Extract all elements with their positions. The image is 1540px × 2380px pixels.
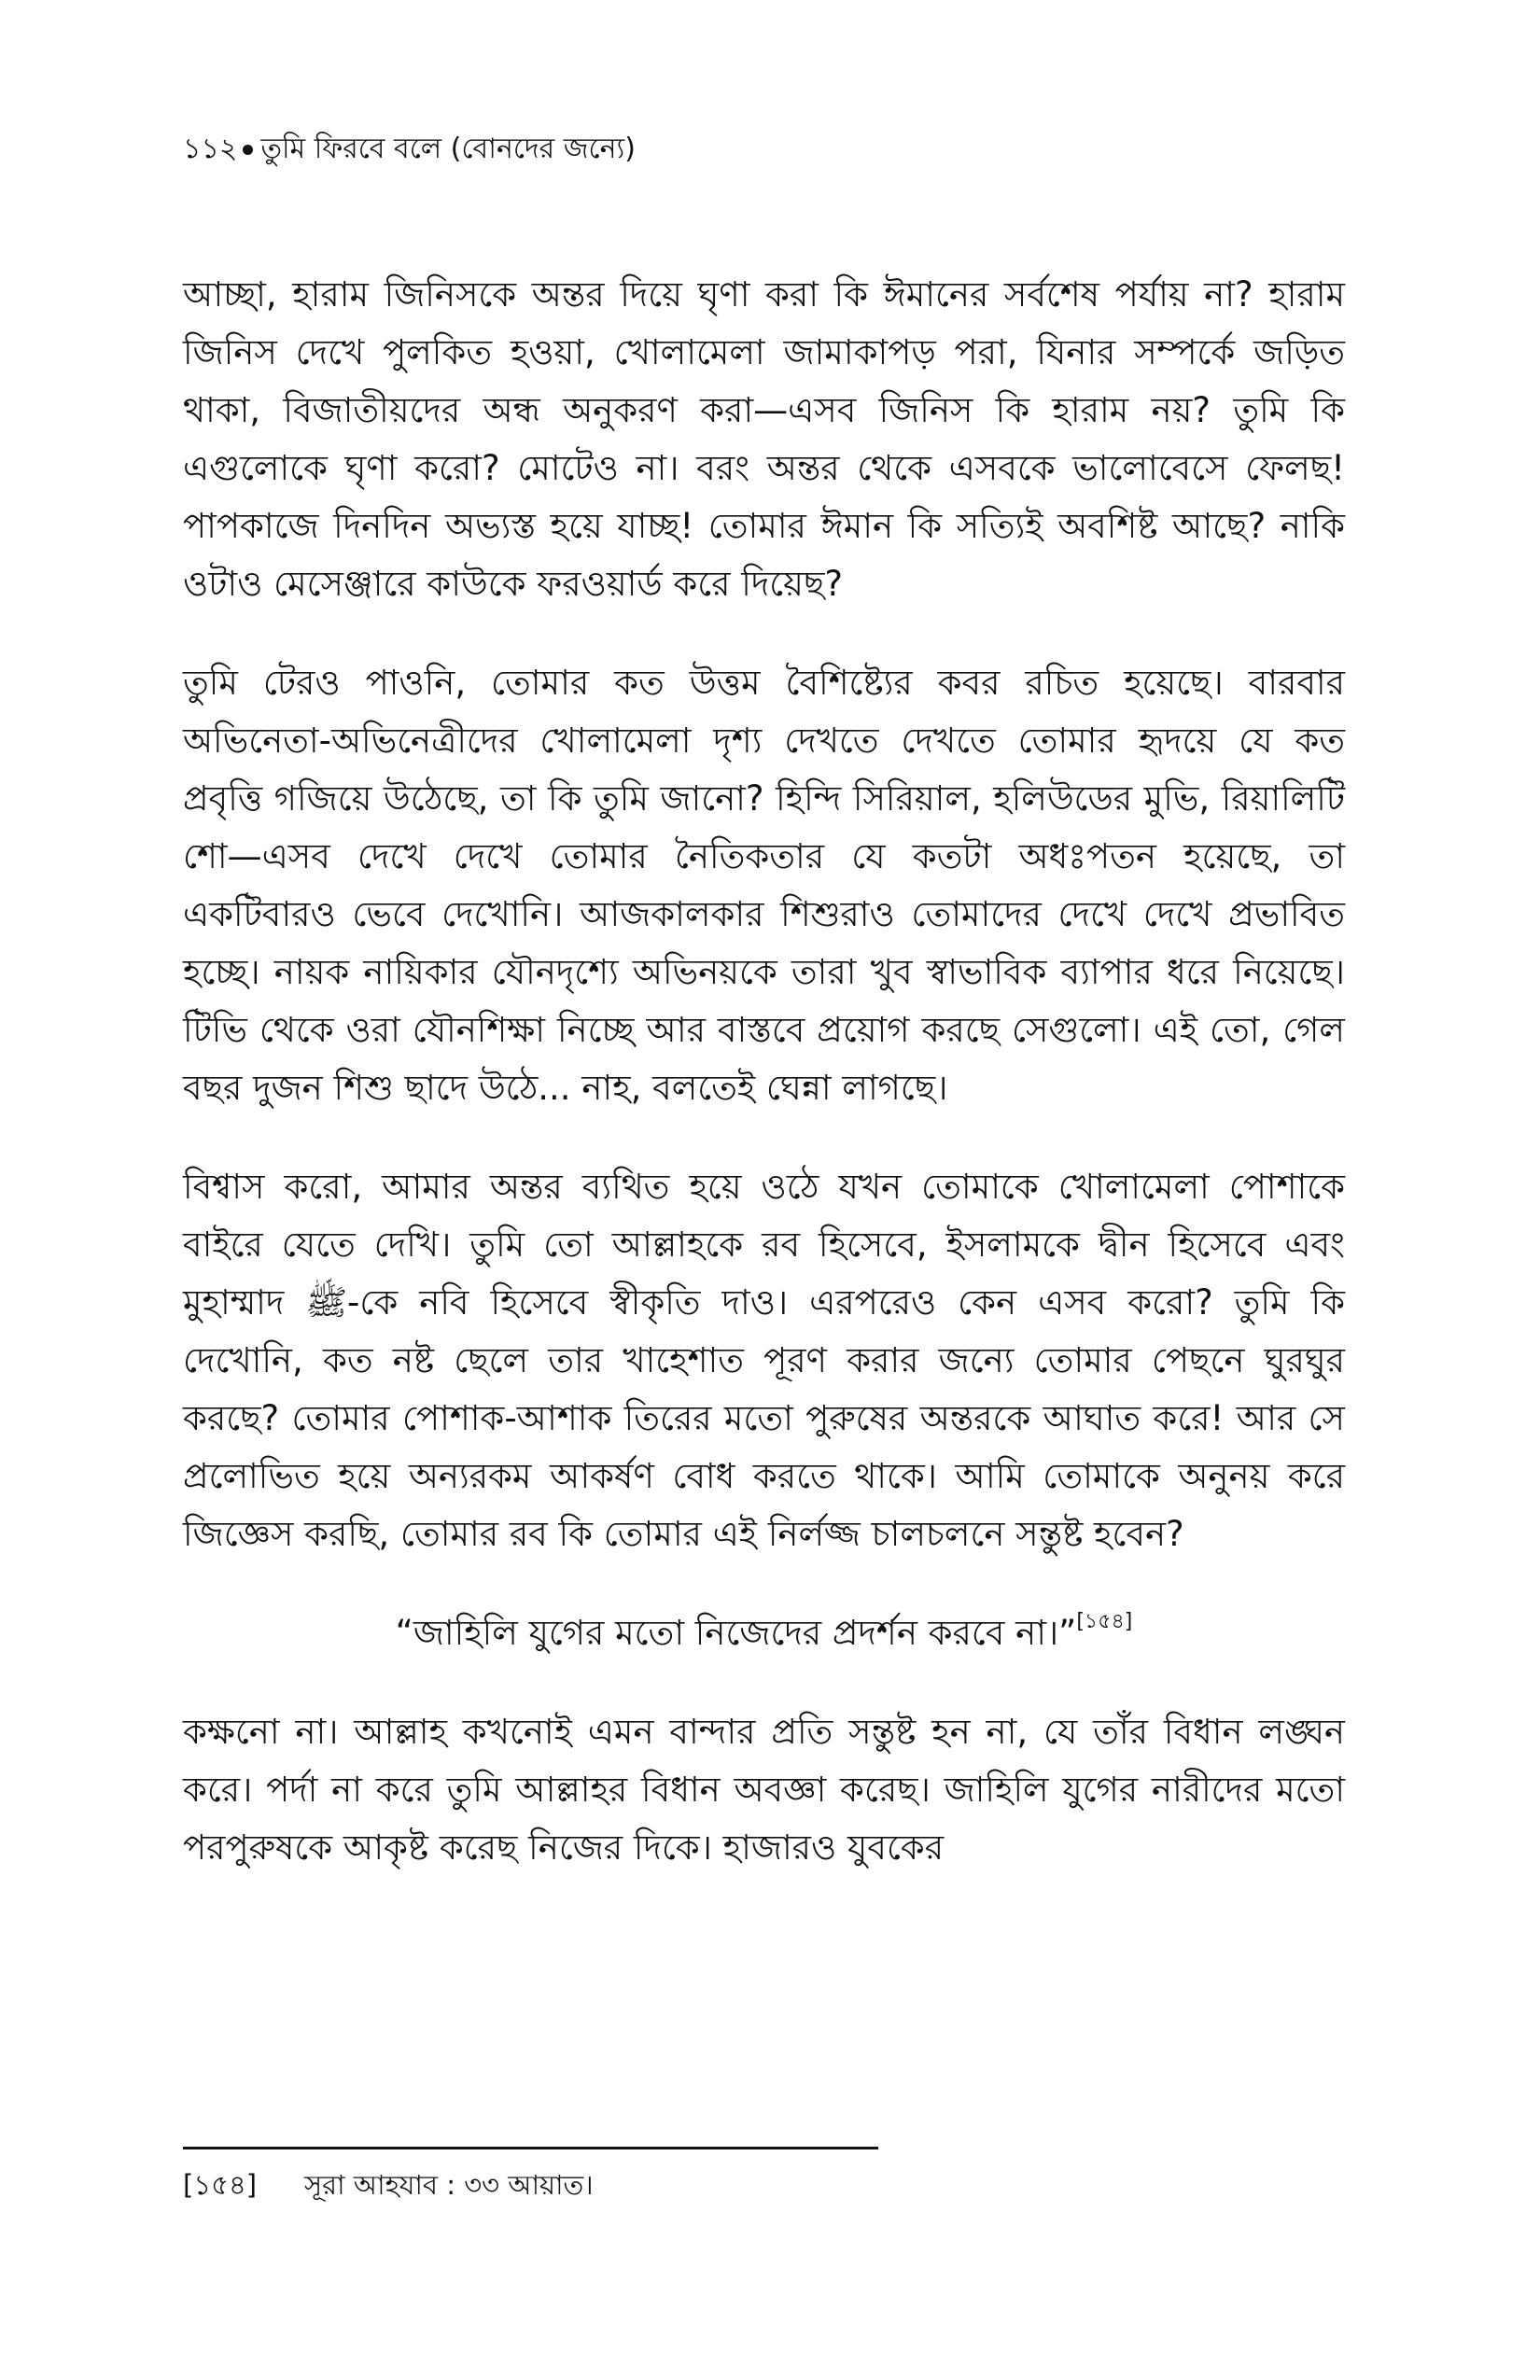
paragraph-4: কক্ষনো না। আল্লাহ কখনোই এমন বান্দার প্রতি সন্তুষ্ট হন না, যে তাঁর বিধান লঙ্ঘন করে। পর্দা না করে তুমি আল্লাহর বিধান অবজ্ঞা করেছ। জাহিলি যুগের নারীদের মতো পরপুরুষকে আকৃষ্ট করেছ নিজের দিকে। হাজারও যুবকের	[183, 1712, 1345, 1868]
footnote-divider	[183, 2147, 878, 2149]
book-page	[183, 0, 1345, 2380]
paragraph-3: বিশ্বাস করো, আমার অন্তর ব্যথিত হয়ে ওঠে যখন তোমাকে খোলামেলা পোশাকে বাইরে যেতে দেখি। তুমি তো আল্লাহকে রব হিসেবে, ইসলামকে দ্বীন হিসেবে এবং মুহাম্মাদ ﷺ-কে নবি হিসেবে স্বীকৃতি দাও। এরপরেও কেন এসব করো? তুমি কি দেখোনি, কত নষ্ট ছেলে তার খাহেশাত পূরণ করার জন্যে তোমার পেছনে ঘুরঘুর করছে? তোমার পোশাক-আশাক তিরের মতো পুরুষের অন্তরকে আঘাত করে! আর সে প্রলোভিত হয়ে অন্যরকম আকর্ষণ বোধ করতে থাকে। আমি তোমাকে অনুনয় করে জিজ্ঞেস করছি, তোমার রব কি তোমার এই নির্লজ্জ চালচলনে সন্তুষ্ট হবেন?	[183, 1167, 1346, 1554]
quote-text: “জাহিলি যুগের মতো নিজেদের প্রদর্শন করবে না।”	[395, 1613, 1077, 1653]
bullet-dot-icon	[243, 145, 253, 155]
running-header	[183, 131, 636, 168]
quran-quote	[183, 1604, 1345, 1662]
footnote-text: সূরা আহযাব : ৩৩ আয়াত।	[304, 2169, 594, 2201]
footnote-ref: [১৫৪]	[183, 2169, 258, 2201]
paragraph-1: আচ্ছা, হারাম জিনিসকে অন্তর দিয়ে ঘৃণা করা কি ঈমানের সর্বশেষ পর্যায় না? হারাম জিনিস দেখে পুলকিত হওয়া, খোলামেলা জামাকাপড় পরা, যিনার সম্পর্কে জড়িত থাকা, বিজাতীয়দের অন্ধ অনুকরণ করা—এসব জিনিস কি হারাম নয়? তুমি কি এগুলোকে ঘৃণা করো? মোটেও না। বরং অন্তর থেকে এসবকে ভালোবেসে ফেলছ! পাপকাজে দিনদিন অভ্যস্ত হয়ে যাচ্ছ! তোমার ঈমান কি সত্যিই অবশিষ্ট আছে? নাকি ওটাও মেসেঞ্জারে কাউকে ফরওয়ার্ড করে দিয়েছ?	[183, 274, 1345, 604]
footnote	[183, 2165, 594, 2205]
footnote-mark: [১৫৪]	[1076, 1610, 1133, 1633]
paragraph-2: তুমি টেরও পাওনি, তোমার কত উত্তম বৈশিষ্ট্যের কবর রচিত হয়েছে। বারবার অভিনেতা-অভিনেত্রীদের খোলামেলা দৃশ্য দেখতে দেখতে তোমার হৃদয়ে যে কত প্রবৃত্তি গজিয়ে উঠেছে, তা কি তুমি জানো? হিন্দি সিরিয়াল, হলিউডের মুভি, রিয়ালিটি শো—এসব দেখে দেখে তোমার নৈতিকতার যে কতটা অধঃপতন হয়েছে, তা একটিবারও ভেবে দেখোনি। আজকালকার শিশুরাও তোমাদের দেখে দেখে প্রভাবিত হচ্ছে। নায়ক নায়িকার যৌনদৃশ্যে অভিনয়কে তারা খুব স্বাভাবিক ব্যাপার ধরে নিয়েছে। টিভি থেকে ওরা যৌনশিক্ষা নিচ্ছে আর বাস্তবে প্রয়োগ করছে সেগুলো। এই তো, গেল বছর দুজন শিশু ছাদে উঠে... নাহ, বলতেই ঘেন্না লাগছে।	[183, 663, 1345, 1108]
body-text	[183, 266, 1345, 1918]
book-title: তুমি ফিরবে বলে (বোনদের জন্যে)	[260, 133, 636, 165]
page-number: ১১২	[183, 133, 238, 165]
